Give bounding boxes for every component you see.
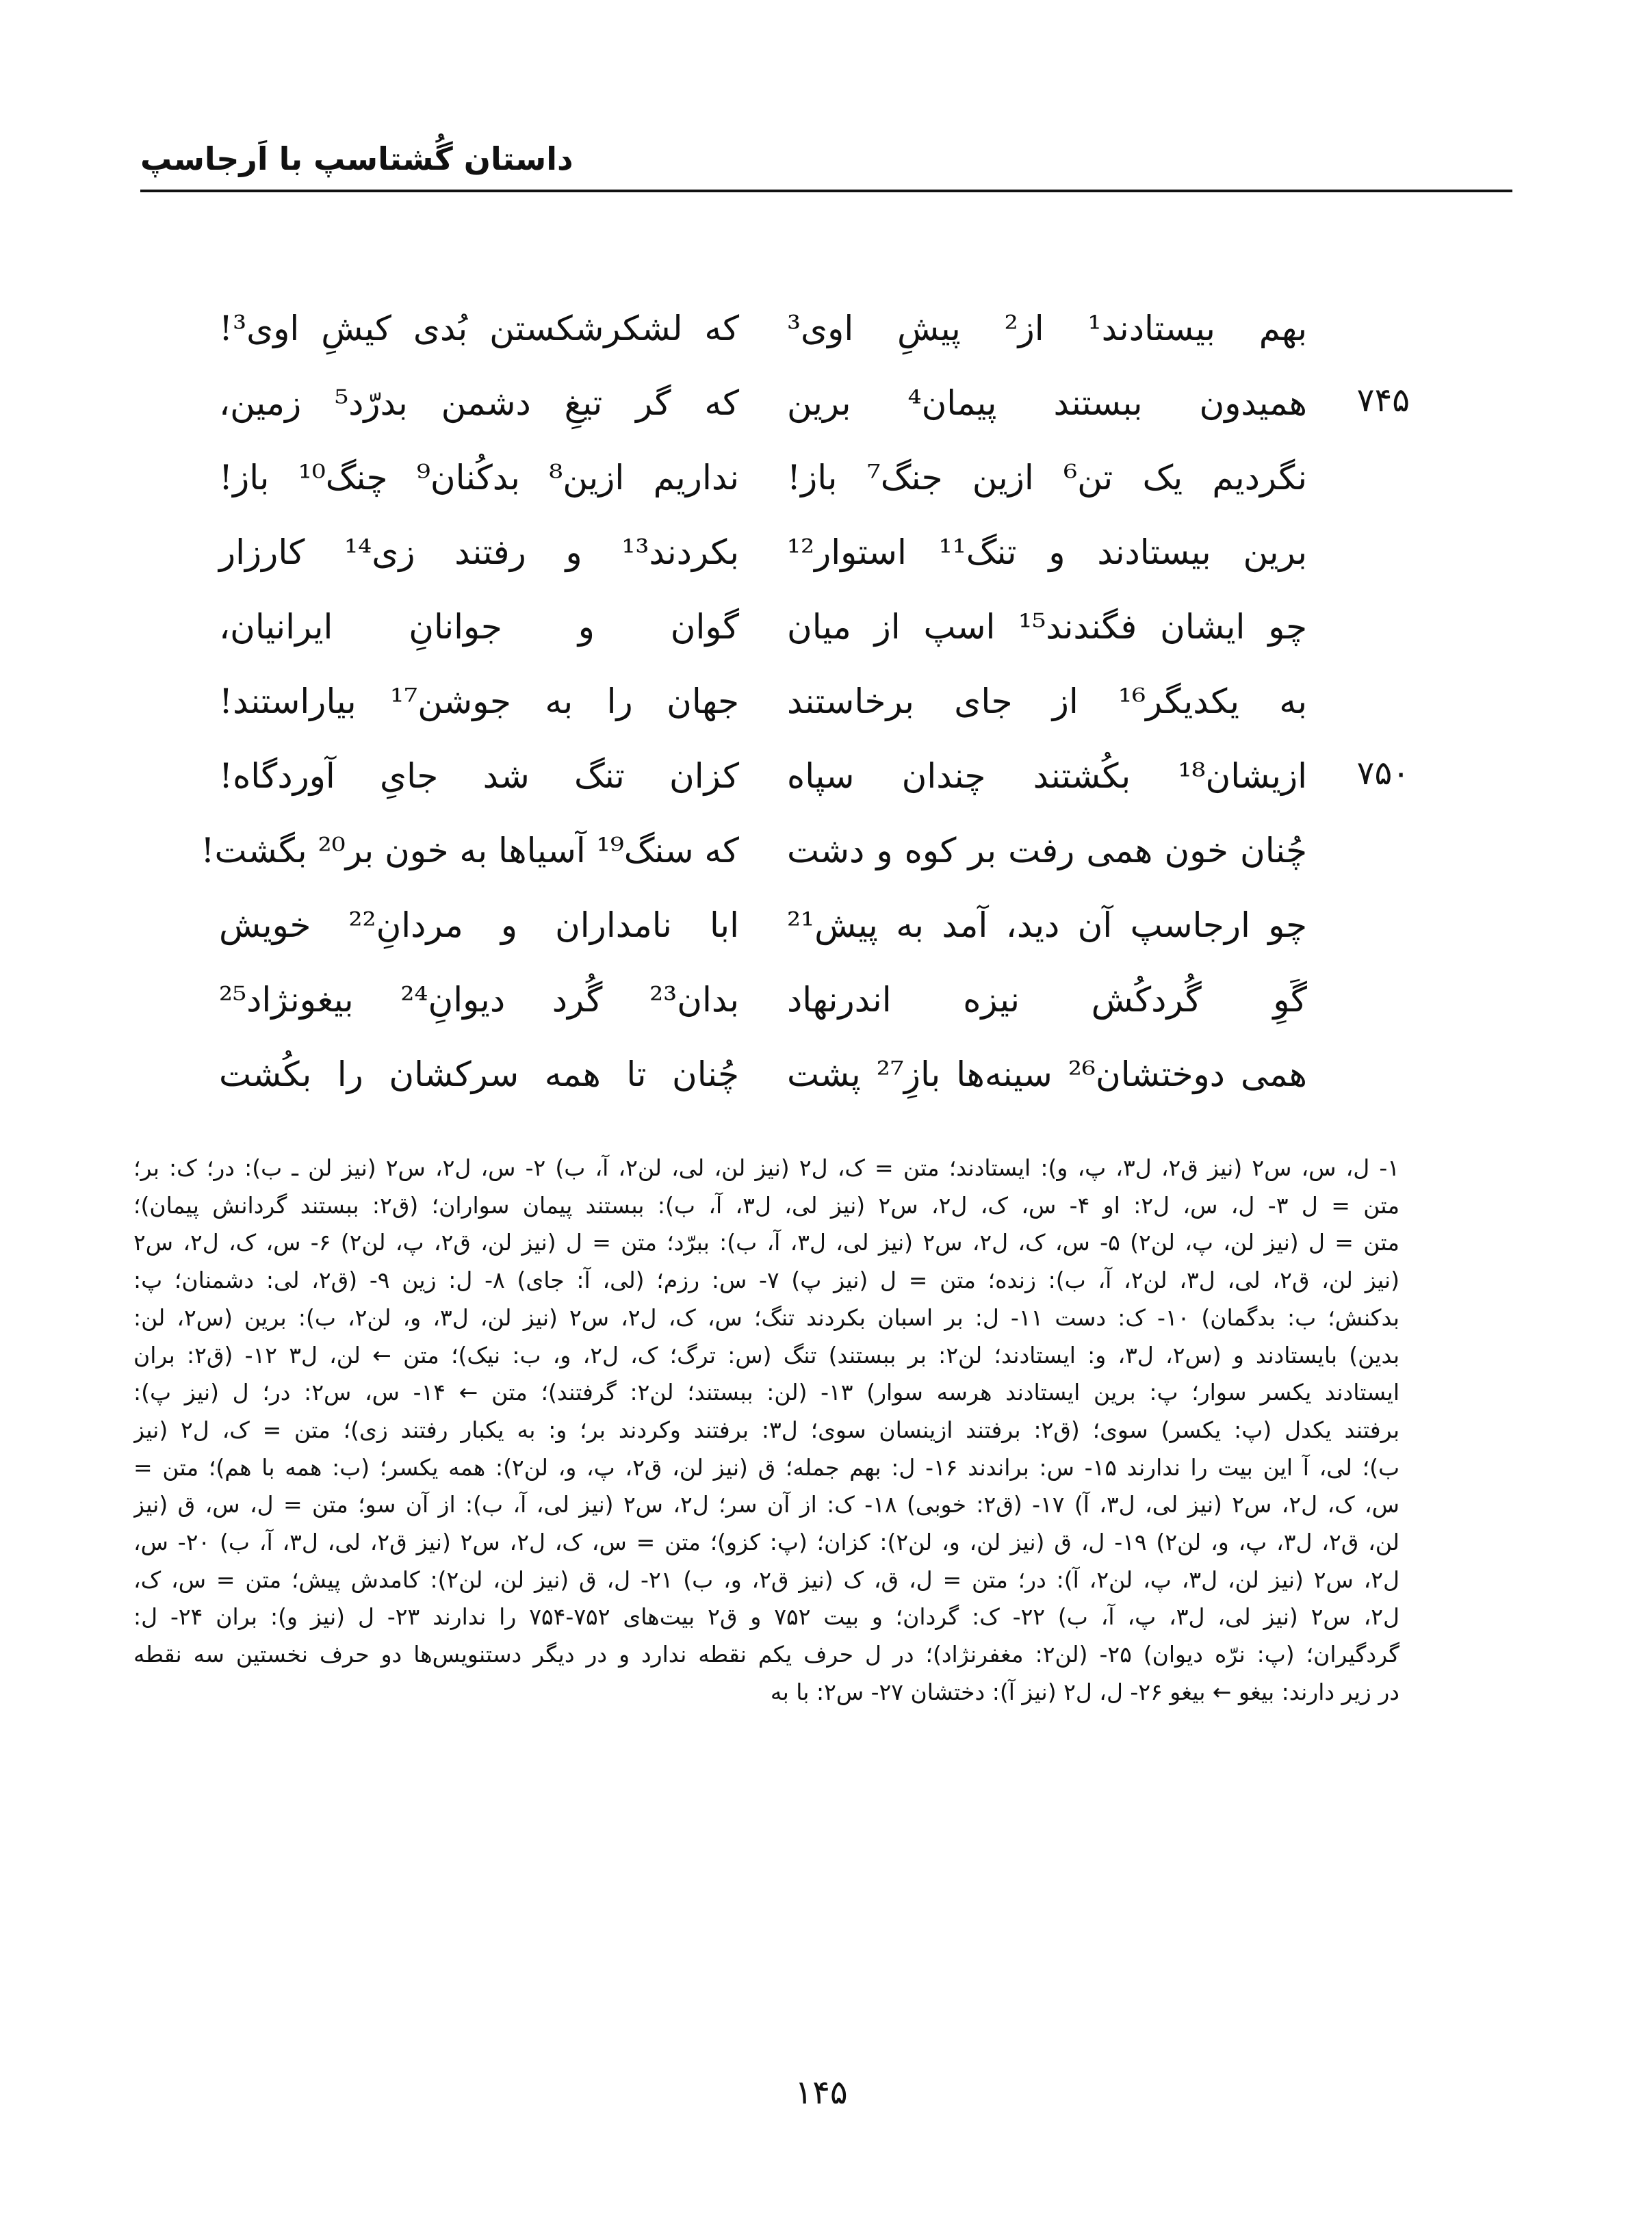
verse-first-hemistich: همی دوختشان²⁶ سینه‌ها بازِ²⁷ پشت xyxy=(787,1054,1308,1094)
footnote-line: در زیر دارند: بیغو ← بیغو ۲۶- ل، ل۲ (نیز آ): دختشان ۲۷- س۲: با به xyxy=(770,1678,1399,1705)
verse-second-hemistich: نداریم ازین⁸ بدکُنان⁹ چنگ¹⁰ باز! xyxy=(219,458,739,497)
verse-row xyxy=(219,674,1410,749)
footnote-line: ب)؛ لی، آ این بیت را ندارند ۱۵- س: براندند ۱۶- ل: بهم جمله؛ ق (نیز لن، ق۲، پ، و، لن۲): همه یکسر؛ (ب: همه با هم)؛ متن = xyxy=(133,1453,1399,1481)
verse-second-hemistich: بدان²³ گُرد دیوانِ²⁴ بیغونژاد²⁵ xyxy=(219,980,739,1020)
verse-second-hemistich: بکردند¹³ و رفتند زی¹⁴ کارزار xyxy=(219,532,740,572)
verse-row xyxy=(219,599,1410,674)
verse-second-hemistich: جهان را به جوشن¹⁷ بیاراستند! xyxy=(219,682,740,721)
line-number: ۷۴۵ xyxy=(1356,381,1410,419)
verse-second-hemistich: کزان تنگ شد جایِ آوردگاه! xyxy=(219,756,739,796)
footnote-line: ل۲، س۲ (نیز لی، ل۳، پ، آ، ب) ۲۲- ک: گردان؛ و بیت ۷۵۲ و ق۲ بیت‌های ۷۵۲-۷۵۴ را ندارند ۲۳- ل (نیز و): بران ۲۴- ل: xyxy=(133,1603,1399,1631)
verse-first-hemistich: به یکدیگر¹⁶ از جای برخاستند xyxy=(787,682,1307,721)
verse-row xyxy=(219,525,1410,599)
verse-first-hemistich: چو ایشان فگندند¹⁵ اسپ از میان xyxy=(787,607,1307,647)
verse-second-hemistich: چُنان تا همه سرکشان را بکُشت xyxy=(219,1054,739,1094)
line-number: ۷۵۰ xyxy=(1356,754,1410,792)
verse-second-hemistich: که لشکرشکستن بُدی کیشِ اوی³! xyxy=(219,309,739,348)
header-rule xyxy=(140,190,1512,192)
page-number: ۱۴۵ xyxy=(795,2073,848,2112)
poem-verses xyxy=(201,301,1410,1122)
header-title: داستان گُشتاسپ با اَرجاسپ xyxy=(140,140,573,177)
footnote-line: بدین) بایستادند و (س۲، ل۳، و: ایستادند؛ لن۲: بر ببستند) تنگ (س: ترگ؛ ک، ل۲، و، ب: نیک)؛ متن ← لن، ل۳ ۱۲- (ق۲: بران xyxy=(133,1341,1399,1369)
verse-second-hemistich: که سنگ¹⁹ آسیاها به خون بر²⁰ بگشت! xyxy=(201,831,739,870)
footnote-line: بدکنش؛ ب: بدگمان) ۱۰- ک: دست ۱۱- ل: بر اسبان بکردند تنگ؛ س، ک، ل۲، س۲ (نیز لن، ل۳، و، لن۲، ب): برین (س۲، لن: xyxy=(133,1304,1399,1331)
verse-row xyxy=(219,972,1410,1047)
verse-row xyxy=(219,1047,1410,1122)
footnote-line: ۱- ل، س، س۲ (نیز ق۲، ل۳، پ، و): ایستادند؛ متن = ک، ل۲ (نیز لن، لی، لن۲، آ، ب) ۲- س، ل۲، س۲ (نیز لن ـ ب): در؛ ک: بر؛ xyxy=(133,1154,1399,1181)
verse-first-hemistich: برین بیستادند و تنگ¹¹ استوار¹² xyxy=(787,532,1307,572)
verse-first-hemistich: همیدون ببستند پیمان⁴ برین xyxy=(787,383,1307,423)
verse-first-hemistich: ازیشان¹⁸ بکُشتند چندان سپاه xyxy=(787,756,1307,796)
verse-row xyxy=(219,898,1410,972)
verse-first-hemistich: چو ارجاسپ آن دید، آمد به پیش²¹ xyxy=(787,905,1307,945)
footnote-line: لن، ق۲، ل۳، پ، و، لن۲) ۱۹- ل، ق (نیز لن، و، لن۲): کزان؛ (پ: کزو)؛ متن = س، ک، ل۲، س۲ (نیز ق۲، لی، ل۳، آ، ب) ۲۰- س، xyxy=(133,1529,1399,1556)
verse-second-hemistich: گوان و جوانانِ ایرانیان، xyxy=(219,607,739,647)
verse-row xyxy=(219,301,1410,376)
footnote-line: برفتند یکدل (پ: یکسر) سوی؛ (ق۲: برفتند ازینسان سوی؛ ل۳: برفتند وکردند بر؛ و: به یکبار رفتند زی)؛ متن = ک، ل۲ (نیز xyxy=(133,1416,1399,1443)
verse-second-hemistich: ابا نامداران و مردانِ²² خویش xyxy=(219,905,739,945)
footnote-line: متن = ل ۳- ل، س، ل۲: او ۴- س، ک، ل۲، س۲ (نیز لی، ل۳، آ، ب): ببستند پیمان سواران؛ (ق۲: ببستند گردانش پیمان)؛ xyxy=(133,1191,1399,1219)
verse-row xyxy=(219,749,1410,823)
footnote-line: س، ک، ل۲، س۲ (نیز لی، ل۳، آ) ۱۷- (ق۲: خوبی) ۱۸- ک: از آن سر؛ ل۲، س۲ (نیز لی، آ، ب): از آن سو؛ متن = ل، س، ق (نیز xyxy=(133,1491,1399,1518)
footnote-line: متن = ل (نیز لن، پ، لن۲) ۵- س، ک، ل۲، س۲ (نیز لی، ل۳، آ، ب): ببرّد؛ متن = ل (نیز لن، ق۲، پ، لن۲) ۶- س، ک، ل۲، س۲ xyxy=(133,1229,1399,1256)
verse-first-hemistich: بهم بیستادند¹ از² پیشِ اوی³ xyxy=(787,309,1307,348)
footnote-line: ل۲، س۲ (نیز لن، ل۳، پ، لن۲، آ): در؛ متن = ل، ق، ک (نیز ق۲، و، ب) ۲۱- ل، ق (نیز لن، لن۲): کامدش پیش؛ متن = س، ک، xyxy=(133,1566,1399,1593)
verse-second-hemistich: که گر تیغِ دشمن بدرّد⁵ زمین، xyxy=(219,383,739,423)
verse-first-hemistich: نگردیم یک تن⁶ ازین جنگ⁷ باز! xyxy=(787,458,1307,497)
verse-first-hemistich: گَوِ گُردکُش نیزه اندرنهاد xyxy=(787,980,1307,1020)
footnotes xyxy=(133,1150,1399,1711)
verse-row xyxy=(201,823,1410,898)
footnote-line: گردگیران؛ (پ: نرّه دیوان) ۲۵- (لن۲: مغفرنژاد)؛ در ل حرف یکم نقطه ندارد و در دیگر دستنویس‌ها دو حرف نخستین سه نقطه xyxy=(133,1641,1399,1668)
verse-row xyxy=(219,450,1410,525)
verse-row xyxy=(219,376,1410,450)
footnote-line: (نیز لن، ق۲، لی، ل۳، لن۲، آ، ب): زنده؛ متن = ل (نیز پ) ۷- س: رزم؛ (لی، آ: جای) ۸- ل: زین ۹- (ق۲، لی: دشمنان؛ پ: xyxy=(133,1267,1399,1294)
footnote-line: ایستادند یکسر سوار؛ پ: برین ایستادند هرسه سوار) ۱۳- (لن: ببستند؛ لن۲: گرفتند)؛ متن ← ۱۴- س، س۲: در؛ ل (نیز پ): xyxy=(133,1379,1399,1406)
verse-first-hemistich: چُنان خون همی رفت بر کوه و دشت xyxy=(787,831,1307,870)
